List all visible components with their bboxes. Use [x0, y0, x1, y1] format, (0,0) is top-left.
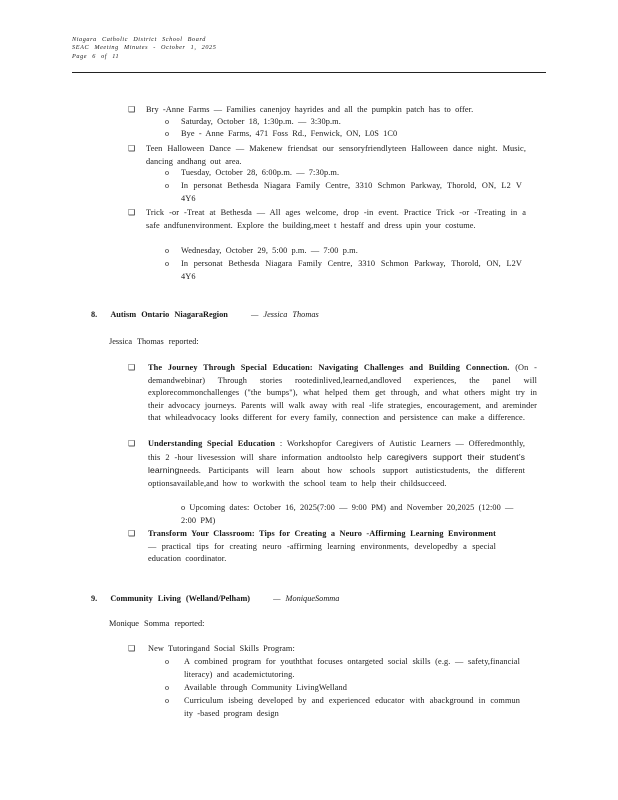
- square-bullet-icon: ❑: [128, 144, 136, 153]
- header-divider: [72, 72, 546, 73]
- event-teen-dance-location: In personat Bethesda Niagara Family Centre, 3310 Schmon Parkway, Thorold, ON, L2 V 4Y6: [181, 181, 522, 203]
- item-journey-webinar: [148, 362, 537, 425]
- item-transform-title: Transform Your Classroom: Tips for Creating a Neuro -Affirming Learning Environment: [148, 529, 496, 538]
- item-transform-text: — practical tips for creating neuro -affirming learning environments, developedby a special education coordinator.: [148, 541, 496, 563]
- header-page: Page 6 of 11: [72, 52, 120, 60]
- item-understanding-title: Understanding Special Education: [148, 439, 276, 448]
- page-header: [72, 36, 216, 61]
- program-detail-combined: A combined program for youththat focuses ontargeted social skills (e.g. — safety,financial literacy) and academictutoring.: [184, 657, 520, 679]
- event-teen-dance-title: Teen Halloween Dance — Makenew friendsat our sensoryfriendlyteen Halloween dance night. Music, dancing andhang out area.: [146, 144, 526, 166]
- section-9-heading: [91, 593, 339, 606]
- circle-bullet-icon: o: [165, 129, 170, 138]
- circle-bullet-icon: o: [165, 657, 170, 666]
- section-8-heading: [91, 309, 319, 322]
- item-understanding-text-b: needs. Participants will learn about how schools support autisticstudents, the different optionsavailable,and how to workwith the school team to help their childsucceed.: [148, 466, 525, 488]
- event-trick-or-treat-date: Wednesday, October 29, 5:00 p.m. — 7:00 p.m.: [181, 246, 358, 255]
- item-journey-text: (On -demandwebinar) Through stories rootedinlived,learned,andloved experiences, the panel will explorecommonchallenges ("the bumps"), what helped them get through, and what others might try in their advocacy journeys. Parents will walk away with real -life strategies, encouragement, and areminder that whileadvocacy looks different for every family, connection and persistence can make a difference.: [148, 363, 537, 422]
- section-8-presenter: — Jessica Thomas: [250, 310, 319, 319]
- item-understanding-text-a: : Workshopfor Caregivers of Autistic Learners — Offeredmonthly, this 2 -hour livesession will share information andtoolsto help: [148, 439, 525, 462]
- circle-bullet-icon: o: [165, 181, 170, 190]
- circle-bullet-icon: o: [165, 117, 170, 126]
- event-bry-anne-date: Saturday, October 18, 1:30p.m. — 3:30p.m.: [181, 117, 341, 126]
- item-journey-title: The Journey Through Special Education: Navigating Challenges and Building Connection.: [148, 363, 510, 372]
- section-8-title: Autism Ontario NiagaraRegion: [110, 310, 228, 319]
- section-9-reported: Monique Somma reported:: [109, 619, 205, 628]
- square-bullet-icon: ❑: [128, 439, 136, 448]
- section-9-title: Community Living (Welland/Pelham): [110, 594, 250, 603]
- event-bry-anne-location: Bye - Anne Farms, 471 Foss Rd., Fenwick, ON, L0S 1C0: [181, 129, 398, 138]
- square-bullet-icon: ❑: [128, 644, 136, 653]
- program-detail-curriculum: Curriculum isbeing developed by and experienced educator with abackground in commun ity -based program design: [184, 696, 520, 718]
- section-9-number: 9.: [91, 594, 98, 603]
- square-bullet-icon: ❑: [128, 363, 136, 372]
- circle-bullet-icon: o: [165, 246, 170, 255]
- item-understanding-sped: [148, 438, 525, 490]
- item-transform-classroom: [148, 528, 496, 566]
- event-bry-anne-title: Bry -Anne Farms — Families canenjoy hayrides and all the pumpkin patch has to offer.: [146, 105, 474, 114]
- circle-bullet-icon: o: [165, 696, 170, 705]
- item-understanding-sans-text: caregivers support their student’s learning: [148, 451, 525, 475]
- event-trick-or-treat-location: In personat Bethesda Niagara Family Centre, 3310 Schmon Parkway, Thorold, ON, L2V 4Y6: [181, 259, 522, 281]
- event-trick-or-treat-title: Trick -or -Treat at Bethesda — All ages welcome, drop -in event. Practice Trick -or -Treating in a safe andfunenvironment. Explore the building,meet t hestaff and dress upin your costume.: [146, 208, 526, 230]
- square-bullet-icon: ❑: [128, 105, 136, 114]
- program-title: New Tutoringand Social Skills Program:: [148, 644, 295, 653]
- circle-bullet-icon: o: [165, 259, 170, 268]
- event-teen-dance-date: Tuesday, October 28, 6:00p.m. — 7:30p.m.: [181, 168, 340, 177]
- section-9-presenter: — MoniqueSomma: [273, 594, 340, 603]
- header-org: Niagara Catholic District School Board: [72, 36, 206, 43]
- circle-bullet-icon: o: [165, 683, 170, 692]
- circle-bullet-icon: o: [165, 168, 170, 177]
- square-bullet-icon: ❑: [128, 208, 136, 217]
- section-8-reported: Jessica Thomas reported:: [109, 337, 199, 346]
- item-understanding-dates: o Upcoming dates: October 16, 2025(7:00 — 9:00 PM) and November 20,2025 (12:00 — 2:00 PM): [181, 503, 514, 525]
- square-bullet-icon: ❑: [128, 529, 136, 538]
- section-8-number: 8.: [91, 310, 98, 319]
- program-detail-available: Available through Community LivingWelland: [184, 683, 347, 692]
- header-meeting: SEAC Meeting Minutes - October 1, 2025: [72, 44, 217, 52]
